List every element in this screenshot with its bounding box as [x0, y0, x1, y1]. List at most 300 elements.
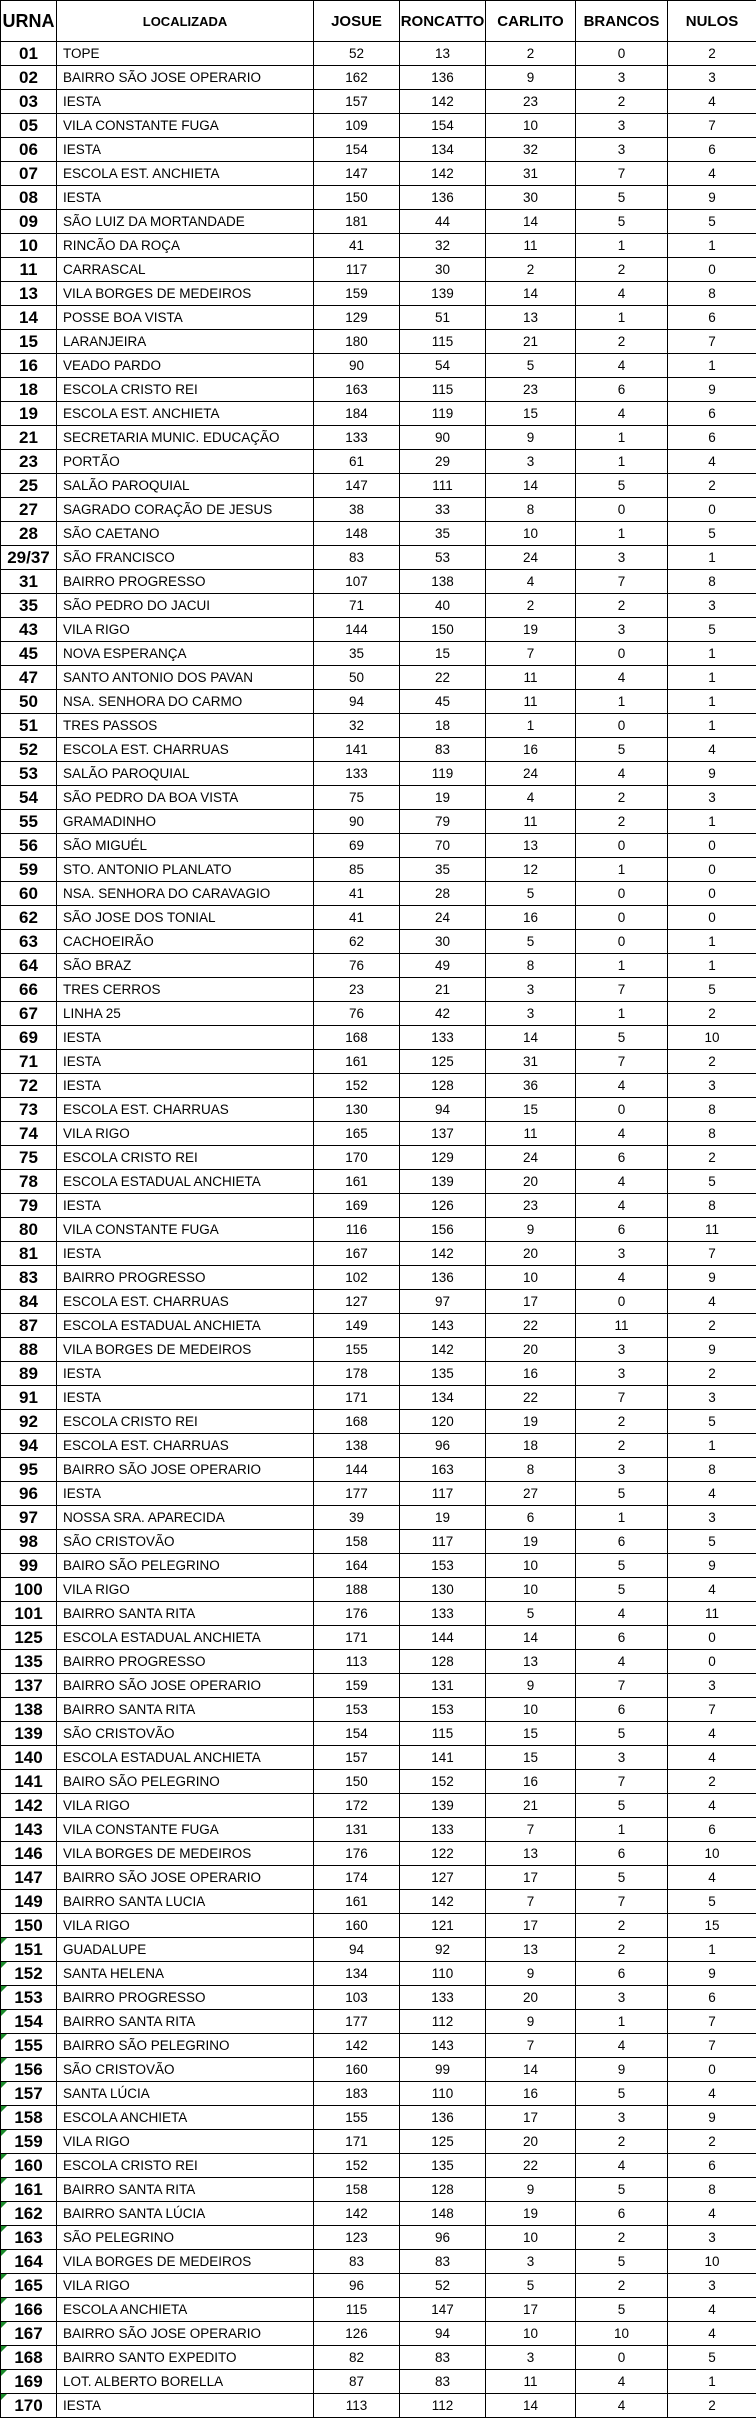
- cell-nulos-value: 10: [704, 1846, 719, 1861]
- cell-urna-value: 51: [19, 716, 38, 735]
- cell-roncatto-value: 83: [435, 2350, 450, 2365]
- cell-josue-value: 176: [345, 1606, 368, 1621]
- cell-josue-value: 171: [345, 1390, 368, 1405]
- cell-josue: [314, 114, 400, 138]
- cell-roncatto-value: 30: [435, 262, 450, 277]
- cell-urna: [1, 402, 57, 426]
- cell-roncatto: [400, 858, 486, 882]
- cell-josue: [314, 2250, 400, 2274]
- cell-josue-value: 183: [345, 2086, 368, 2101]
- cell-carlito: [486, 1338, 576, 1362]
- cell-nulos-value: 3: [708, 1390, 716, 1405]
- cell-brancos: [576, 1722, 668, 1746]
- cell-josue: [314, 1986, 400, 2010]
- cell-urna: [1, 1170, 57, 1194]
- cell-josue: [314, 2130, 400, 2154]
- cell-localizada: [57, 1218, 314, 1242]
- cell-brancos: [576, 186, 668, 210]
- cell-localizada: [57, 1554, 314, 1578]
- cell-localizada: [57, 1650, 314, 1674]
- cell-carlito-value: 16: [523, 2086, 538, 2101]
- cell-urna-value: 01: [19, 44, 38, 63]
- cell-localizada-value: TOPE: [63, 46, 100, 61]
- cell-josue-value: 153: [345, 1702, 368, 1717]
- cell-carlito-value: 10: [523, 2230, 538, 2245]
- cell-carlito-value: 19: [523, 2206, 538, 2221]
- cell-urna: [1, 1866, 57, 1890]
- cell-nulos-value: 2: [708, 1054, 716, 1069]
- cell-roncatto: [400, 1146, 486, 1170]
- cell-nulos: [668, 1218, 756, 1242]
- cell-localizada: [57, 642, 314, 666]
- cell-josue-value: 130: [345, 1102, 368, 1117]
- cell-josue-value: 82: [349, 2350, 364, 2365]
- cell-urna-value: 149: [14, 1892, 42, 1911]
- table-row: [1, 1002, 756, 1026]
- cell-brancos-value: 4: [618, 286, 626, 301]
- cell-nulos: [668, 1626, 756, 1650]
- cell-localizada: [57, 2202, 314, 2226]
- cell-nulos: [668, 786, 756, 810]
- header-nulos: NULOS: [668, 1, 756, 42]
- cell-roncatto: [400, 1266, 486, 1290]
- cell-brancos-value: 1: [618, 2014, 626, 2029]
- cell-carlito-value: 24: [523, 550, 538, 565]
- cell-brancos-value: 7: [618, 574, 626, 589]
- cell-roncatto-value: 40: [435, 598, 450, 613]
- cell-localizada: [57, 474, 314, 498]
- cell-carlito: [486, 1674, 576, 1698]
- table-row: [1, 954, 756, 978]
- cell-josue-value: 133: [345, 430, 368, 445]
- cell-carlito: [486, 186, 576, 210]
- error-indicator-icon: [1, 2250, 7, 2256]
- cell-brancos: [576, 2058, 668, 2082]
- cell-brancos-value: 5: [618, 1558, 626, 1573]
- cell-nulos-value: 2: [708, 1150, 716, 1165]
- cell-carlito-value: 2: [527, 262, 535, 277]
- cell-carlito-value: 10: [523, 1558, 538, 1573]
- cell-nulos-value: 0: [708, 2062, 716, 2077]
- table-row: [1, 858, 756, 882]
- cell-brancos: [576, 1362, 668, 1386]
- cell-josue-value: 109: [345, 118, 368, 133]
- cell-josue: [314, 1482, 400, 1506]
- cell-brancos-value: 5: [618, 742, 626, 757]
- cell-josue-value: 147: [345, 478, 368, 493]
- cell-roncatto-value: 110: [432, 2086, 454, 2101]
- cell-brancos: [576, 2106, 668, 2130]
- cell-roncatto-value: 19: [435, 790, 450, 805]
- cell-roncatto-value: 126: [431, 1198, 454, 1213]
- cell-roncatto-value: 35: [435, 862, 450, 877]
- cell-josue: [314, 42, 400, 66]
- cell-carlito: [486, 930, 576, 954]
- cell-nulos: [668, 690, 756, 714]
- table-row: [1, 2226, 756, 2250]
- cell-brancos: [576, 1818, 668, 1842]
- cell-urna-value: 165: [14, 2276, 42, 2295]
- cell-carlito: [486, 858, 576, 882]
- cell-roncatto-value: 111: [432, 478, 453, 493]
- cell-roncatto: [400, 810, 486, 834]
- cell-localizada-value: LARANJEIRA: [63, 334, 146, 349]
- cell-urna-value: 153: [14, 1988, 42, 2007]
- cell-carlito-value: 20: [523, 1342, 538, 1357]
- table-row: [1, 834, 756, 858]
- cell-nulos: [668, 2370, 756, 2394]
- cell-roncatto: [400, 1386, 486, 1410]
- cell-brancos-value: 6: [618, 1966, 626, 1981]
- cell-brancos: [576, 2226, 668, 2250]
- cell-roncatto: [400, 2250, 486, 2274]
- cell-josue: [314, 1194, 400, 1218]
- cell-josue-value: 83: [349, 2254, 364, 2269]
- cell-nulos: [668, 426, 756, 450]
- cell-brancos: [576, 930, 668, 954]
- cell-brancos-value: 0: [618, 910, 626, 925]
- cell-urna: [1, 570, 57, 594]
- cell-roncatto: [400, 114, 486, 138]
- cell-josue-value: 168: [345, 1030, 368, 1045]
- cell-roncatto: [400, 1410, 486, 1434]
- cell-brancos: [576, 882, 668, 906]
- cell-roncatto-value: 142: [431, 1246, 454, 1261]
- cell-carlito: [486, 2178, 576, 2202]
- cell-carlito: [486, 1362, 576, 1386]
- cell-brancos: [576, 234, 668, 258]
- table-row: [1, 2322, 756, 2346]
- cell-carlito-value: 13: [523, 1942, 538, 1957]
- cell-carlito-value: 11: [523, 670, 537, 685]
- table-row: [1, 882, 756, 906]
- cell-carlito: [486, 2034, 576, 2058]
- cell-roncatto: [400, 2322, 486, 2346]
- cell-localizada-value: BAIRRO SANTA RITA: [63, 1606, 195, 1621]
- cell-nulos-value: 6: [708, 310, 716, 325]
- cell-localizada-value: VILA BORGES DE MEDEIROS: [63, 2254, 251, 2269]
- cell-roncatto: [400, 474, 486, 498]
- cell-josue: [314, 810, 400, 834]
- cell-brancos-value: 6: [618, 382, 626, 397]
- cell-josue-value: 159: [345, 1678, 368, 1693]
- cell-localizada-value: BAIRO SÃO PELEGRINO: [63, 1774, 220, 1789]
- cell-josue: [314, 1218, 400, 1242]
- cell-localizada: [57, 1842, 314, 1866]
- cell-urna: [1, 1554, 57, 1578]
- cell-josue-value: 144: [345, 1462, 368, 1477]
- cell-urna-value: 29/37: [7, 548, 50, 567]
- cell-josue-value: 117: [346, 262, 368, 277]
- cell-brancos: [576, 258, 668, 282]
- cell-josue: [314, 450, 400, 474]
- cell-nulos-value: 4: [708, 2086, 716, 2101]
- cell-nulos: [668, 2298, 756, 2322]
- cell-carlito: [486, 2106, 576, 2130]
- cell-urna: [1, 234, 57, 258]
- cell-carlito: [486, 1074, 576, 1098]
- cell-urna: [1, 738, 57, 762]
- cell-nulos: [668, 714, 756, 738]
- cell-roncatto: [400, 786, 486, 810]
- cell-brancos: [576, 1386, 668, 1410]
- cell-carlito-value: 17: [523, 2302, 538, 2317]
- cell-carlito: [486, 258, 576, 282]
- cell-roncatto-value: 115: [432, 334, 454, 349]
- cell-nulos: [668, 882, 756, 906]
- error-indicator-icon: [1, 2346, 7, 2352]
- cell-josue: [314, 306, 400, 330]
- cell-roncatto-value: 83: [435, 2374, 450, 2389]
- cell-brancos: [576, 546, 668, 570]
- table-row: [1, 1554, 756, 1578]
- cell-urna-value: 89: [19, 1364, 38, 1383]
- cell-brancos: [576, 1314, 668, 1338]
- cell-josue-value: 133: [345, 766, 368, 781]
- cell-nulos-value: 3: [708, 598, 716, 613]
- table-row: [1, 2010, 756, 2034]
- table-row: [1, 1626, 756, 1650]
- cell-nulos-value: 0: [708, 262, 716, 277]
- table-row: [1, 354, 756, 378]
- cell-carlito-value: 11: [523, 694, 537, 709]
- cell-carlito-value: 14: [523, 2398, 538, 2413]
- cell-nulos-value: 2: [708, 2134, 716, 2149]
- cell-nulos: [668, 1794, 756, 1818]
- cell-brancos: [576, 786, 668, 810]
- cell-carlito-value: 32: [523, 142, 538, 157]
- cell-brancos: [576, 522, 668, 546]
- cell-nulos-value: 2: [708, 2398, 716, 2413]
- cell-localizada-value: BAIRRO SÃO JOSE OPERARIO: [63, 70, 261, 85]
- cell-urna: [1, 954, 57, 978]
- cell-localizada-value: BAIRRO PROGRESSO: [63, 1270, 206, 1285]
- cell-nulos: [668, 186, 756, 210]
- cell-carlito: [486, 1602, 576, 1626]
- cell-carlito-value: 20: [523, 2134, 538, 2149]
- cell-localizada: [57, 186, 314, 210]
- cell-carlito-value: 15: [523, 1726, 538, 1741]
- cell-urna-value: 54: [19, 788, 38, 807]
- cell-nulos-value: 4: [708, 94, 716, 109]
- cell-localizada: [57, 858, 314, 882]
- cell-roncatto: [400, 1674, 486, 1698]
- cell-nulos-value: 5: [708, 1174, 716, 1189]
- cell-brancos: [576, 2034, 668, 2058]
- cell-carlito: [486, 1914, 576, 1938]
- cell-brancos-value: 2: [618, 334, 626, 349]
- cell-roncatto-value: 131: [431, 1678, 454, 1693]
- cell-carlito-value: 20: [523, 1246, 538, 1261]
- cell-nulos: [668, 642, 756, 666]
- cell-josue: [314, 2274, 400, 2298]
- cell-nulos: [668, 1650, 756, 1674]
- cell-urna: [1, 882, 57, 906]
- cell-josue: [314, 1746, 400, 1770]
- cell-carlito-value: 7: [527, 646, 535, 661]
- cell-brancos: [576, 1194, 668, 1218]
- cell-josue-value: 61: [349, 454, 364, 469]
- cell-urna-value: 03: [19, 92, 38, 111]
- cell-josue: [314, 1530, 400, 1554]
- cell-roncatto: [400, 2274, 486, 2298]
- cell-nulos-value: 8: [708, 2182, 716, 2197]
- cell-roncatto: [400, 1794, 486, 1818]
- cell-brancos: [576, 1434, 668, 1458]
- cell-carlito-value: 3: [527, 1006, 535, 1021]
- cell-roncatto: [400, 738, 486, 762]
- cell-roncatto: [400, 1746, 486, 1770]
- cell-nulos: [668, 2322, 756, 2346]
- cell-carlito-value: 18: [523, 1438, 538, 1453]
- cell-nulos-value: 1: [708, 646, 716, 661]
- cell-nulos-value: 7: [708, 334, 716, 349]
- cell-nulos-value: 4: [708, 1870, 716, 1885]
- cell-nulos: [668, 1986, 756, 2010]
- table-row: [1, 2394, 756, 2418]
- cell-nulos-value: 4: [708, 1726, 716, 1741]
- cell-brancos-value: 7: [618, 1894, 626, 1909]
- cell-nulos: [668, 2010, 756, 2034]
- cell-carlito-value: 9: [527, 430, 535, 445]
- cell-localizada-value: SÃO CRISTOVÃO: [63, 2062, 175, 2077]
- error-indicator-icon: [1, 2178, 7, 2184]
- cell-josue-value: 161: [345, 1174, 368, 1189]
- cell-localizada: [57, 906, 314, 930]
- cell-carlito: [486, 1050, 576, 1074]
- cell-brancos: [576, 1242, 668, 1266]
- cell-carlito: [486, 1026, 576, 1050]
- cell-josue-value: 69: [349, 838, 364, 853]
- cell-carlito: [486, 1458, 576, 1482]
- cell-brancos: [576, 1938, 668, 1962]
- cell-urna: [1, 1938, 57, 1962]
- cell-roncatto-value: 30: [435, 934, 450, 949]
- cell-localizada: [57, 1626, 314, 1650]
- cell-brancos-value: 4: [618, 2158, 626, 2173]
- cell-carlito: [486, 1962, 576, 1986]
- table-header: [1, 1, 756, 42]
- cell-nulos: [668, 234, 756, 258]
- cell-carlito: [486, 234, 576, 258]
- cell-urna: [1, 978, 57, 1002]
- cell-localizada-value: SÃO CRISTOVÃO: [63, 1726, 175, 1741]
- cell-carlito: [486, 162, 576, 186]
- cell-roncatto-value: 141: [431, 1750, 454, 1765]
- cell-roncatto-value: 139: [431, 286, 454, 301]
- cell-brancos-value: 0: [618, 646, 626, 661]
- cell-brancos: [576, 1866, 668, 1890]
- cell-carlito: [486, 354, 576, 378]
- cell-brancos: [576, 90, 668, 114]
- cell-roncatto: [400, 834, 486, 858]
- cell-urna: [1, 618, 57, 642]
- cell-josue: [314, 66, 400, 90]
- cell-brancos-value: 0: [618, 718, 626, 733]
- cell-localizada-value: ESCOLA EST. ANCHIETA: [63, 406, 220, 421]
- cell-josue-value: 126: [345, 2326, 368, 2341]
- cell-nulos-value: 1: [708, 814, 716, 829]
- cell-localizada: [57, 2394, 314, 2418]
- cell-josue: [314, 498, 400, 522]
- cell-brancos-value: 0: [618, 1102, 626, 1117]
- cell-carlito: [486, 2226, 576, 2250]
- cell-josue: [314, 1722, 400, 1746]
- cell-localizada-value: SECRETARIA MUNIC. EDUCAÇÃO: [63, 430, 280, 445]
- cell-urna-value: 137: [14, 1676, 42, 1695]
- cell-josue: [314, 594, 400, 618]
- cell-carlito-value: 9: [527, 2014, 535, 2029]
- cell-carlito-value: 13: [523, 1654, 538, 1669]
- cell-nulos-value: 2: [708, 1366, 716, 1381]
- cell-roncatto: [400, 1554, 486, 1578]
- cell-brancos-value: 6: [618, 1534, 626, 1549]
- cell-roncatto-value: 163: [431, 1462, 454, 1477]
- cell-josue-value: 181: [345, 214, 368, 229]
- cell-localizada: [57, 498, 314, 522]
- cell-roncatto: [400, 1818, 486, 1842]
- cell-carlito: [486, 690, 576, 714]
- cell-brancos-value: 4: [618, 1606, 626, 1621]
- cell-josue: [314, 402, 400, 426]
- cell-josue: [314, 1338, 400, 1362]
- cell-josue-value: 157: [345, 1750, 368, 1765]
- cell-localizada: [57, 258, 314, 282]
- cell-localizada-value: SÃO BRAZ: [63, 958, 131, 973]
- cell-carlito: [486, 714, 576, 738]
- cell-brancos: [576, 1410, 668, 1434]
- table-row: [1, 1362, 756, 1386]
- cell-brancos: [576, 1050, 668, 1074]
- cell-carlito-value: 23: [523, 1198, 538, 1213]
- table-row: [1, 1722, 756, 1746]
- cell-brancos-value: 2: [618, 1414, 626, 1429]
- cell-nulos: [668, 354, 756, 378]
- cell-urna-value: 100: [14, 1580, 42, 1599]
- cell-localizada: [57, 1770, 314, 1794]
- cell-carlito-value: 5: [527, 2278, 535, 2293]
- cell-brancos-value: 3: [618, 1990, 626, 2005]
- cell-brancos: [576, 2082, 668, 2106]
- cell-roncatto-value: 136: [431, 70, 454, 85]
- cell-nulos-value: 0: [708, 838, 716, 853]
- cell-urna-value: 94: [19, 1436, 38, 1455]
- cell-josue: [314, 90, 400, 114]
- cell-brancos-value: 2: [618, 262, 626, 277]
- cell-roncatto-value: 120: [431, 1414, 454, 1429]
- cell-roncatto-value: 44: [435, 214, 450, 229]
- cell-brancos-value: 6: [618, 1630, 626, 1645]
- cell-nulos: [668, 834, 756, 858]
- cell-nulos: [668, 1170, 756, 1194]
- cell-nulos-value: 3: [708, 1510, 716, 1525]
- cell-brancos-value: 5: [618, 478, 626, 493]
- cell-carlito-value: 10: [523, 118, 538, 133]
- cell-brancos: [576, 858, 668, 882]
- cell-nulos: [668, 2082, 756, 2106]
- cell-brancos-value: 4: [618, 358, 626, 373]
- cell-carlito-value: 22: [523, 1318, 538, 1333]
- cell-localizada: [57, 1458, 314, 1482]
- cell-josue: [314, 1002, 400, 1026]
- cell-roncatto: [400, 1890, 486, 1914]
- cell-localizada: [57, 810, 314, 834]
- cell-roncatto-value: 119: [432, 766, 454, 781]
- cell-localizada: [57, 1362, 314, 1386]
- cell-roncatto: [400, 1626, 486, 1650]
- table-row: [1, 642, 756, 666]
- cell-localizada-value: VILA BORGES DE MEDEIROS: [63, 286, 251, 301]
